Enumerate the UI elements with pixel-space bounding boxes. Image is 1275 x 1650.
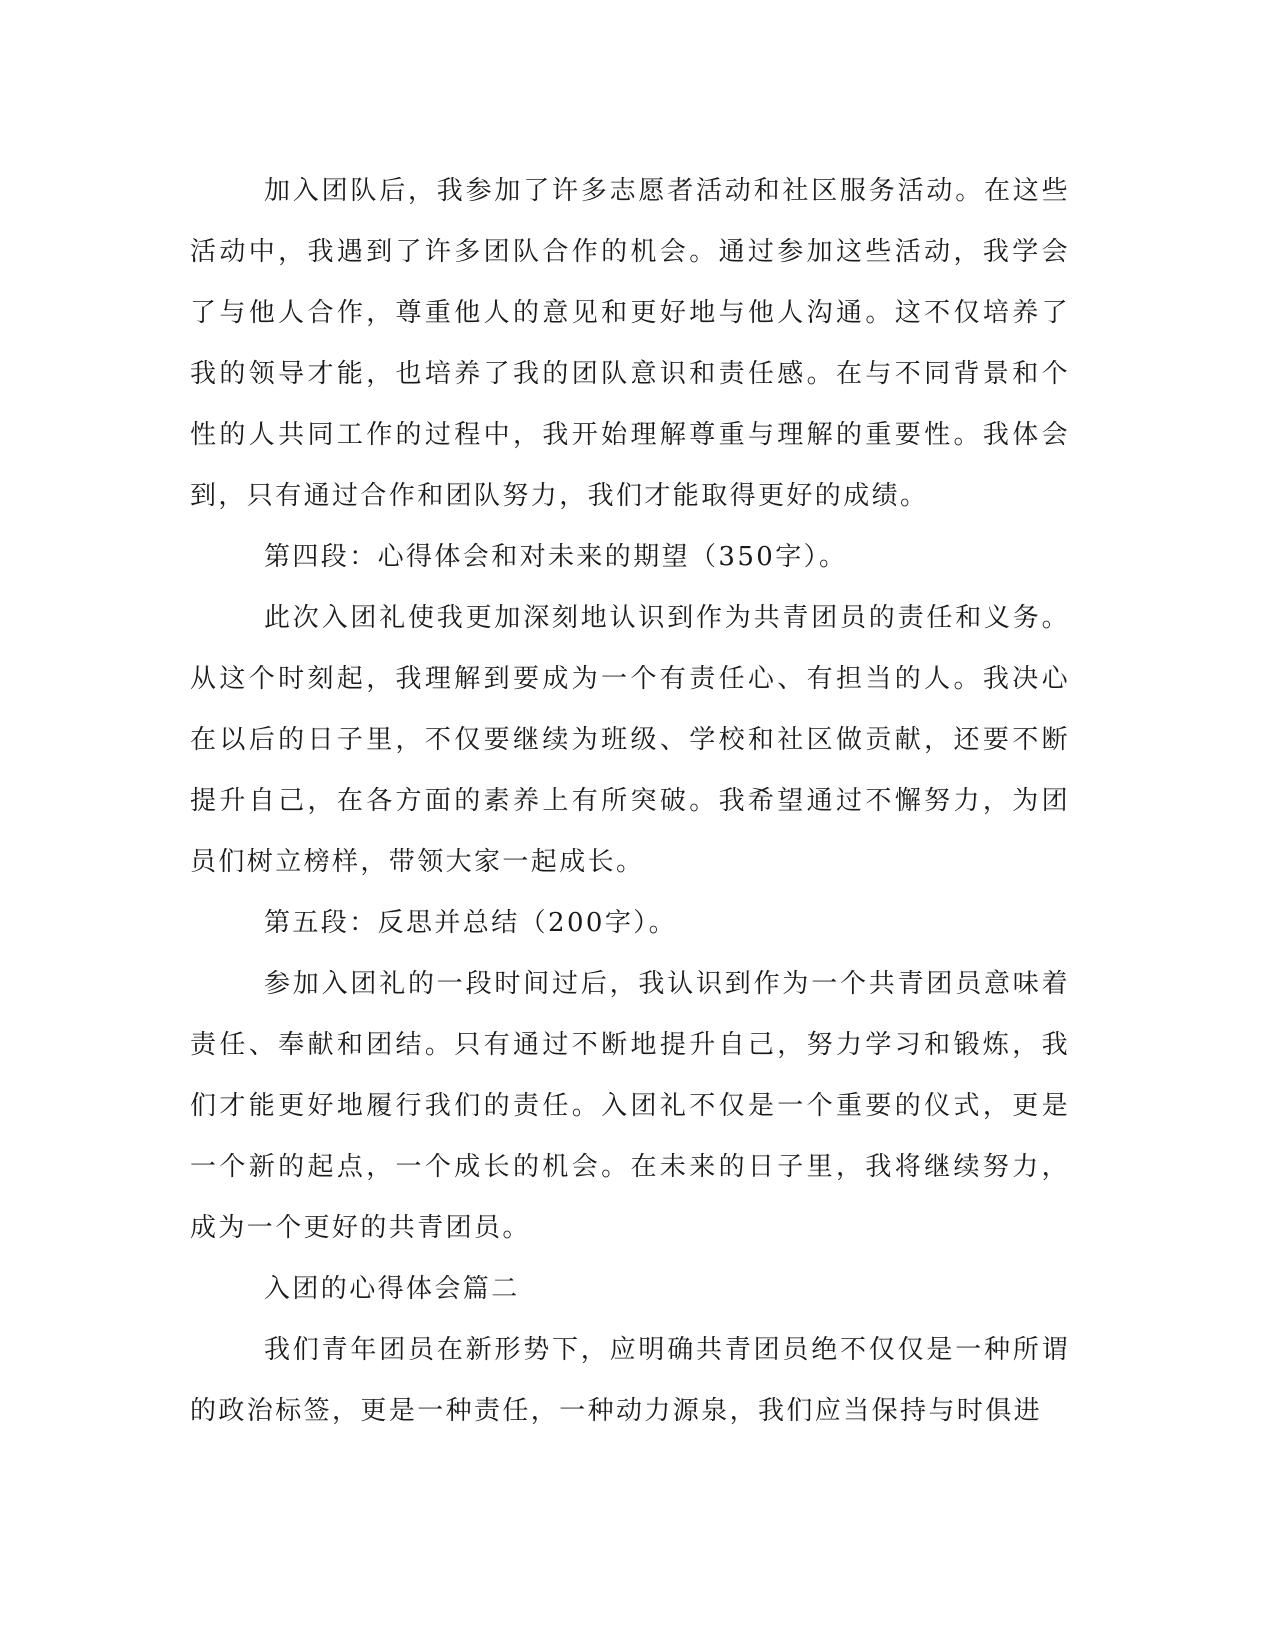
section-heading-5: 第五段：反思并总结（200字）。 bbox=[264, 908, 678, 938]
document-body bbox=[190, 161, 1070, 1442]
section-heading-4: 第四段：心得体会和对未来的期望（350字）。 bbox=[264, 542, 848, 572]
paragraph-part-2-intro: 我们青年团员在新形势下，应明确共青团员绝不仅仅是一种所谓的政治标签，更是一种责任，一种动力源泉，我们应当保持与时俱进 bbox=[190, 1335, 1070, 1426]
paragraph-team-activities: 加入团队后，我参加了许多志愿者活动和社区服务活动。在这些活动中，我遇到了许多团队合作的机会。通过参加这些活动，我学会了与他人合作，尊重他人的意见和更好地与他人沟通。这不仅培养了我的领导才能，也培养了我的团队意识和责任感。在与不同背景和个性的人共同工作的过程中，我开始理解尊重与理解的重要性。我体会到，只有通过合作和团队努力，我们才能取得更好的成绩。 bbox=[190, 176, 1070, 511]
paragraph-reflection-summary: 参加入团礼的一段时间过后，我认识到作为一个共青团员意味着责任、奉献和团结。只有通过不断地提升自己，努力学习和锻炼，我们才能更好地履行我们的责任。入团礼不仅是一个重要的仪式，更是一个新的起点，一个成长的机会。在未来的日子里，我将继续努力，成为一个更好的共青团员。 bbox=[190, 969, 1070, 1243]
article-title-part-2: 入团的心得体会篇二 bbox=[264, 1274, 520, 1304]
paragraph-future-expectations: 此次入团礼使我更加深刻地认识到作为共青团员的责任和义务。从这个时刻起，我理解到要成为一个有责任心、有担当的人。我决心在以后的日子里，不仅要继续为班级、学校和社区做贡献，还要不断提升自己，在各方面的素养上有所突破。我希望通过不懈努力，为团员们树立榜样，带领大家一起成长。 bbox=[190, 603, 1070, 877]
